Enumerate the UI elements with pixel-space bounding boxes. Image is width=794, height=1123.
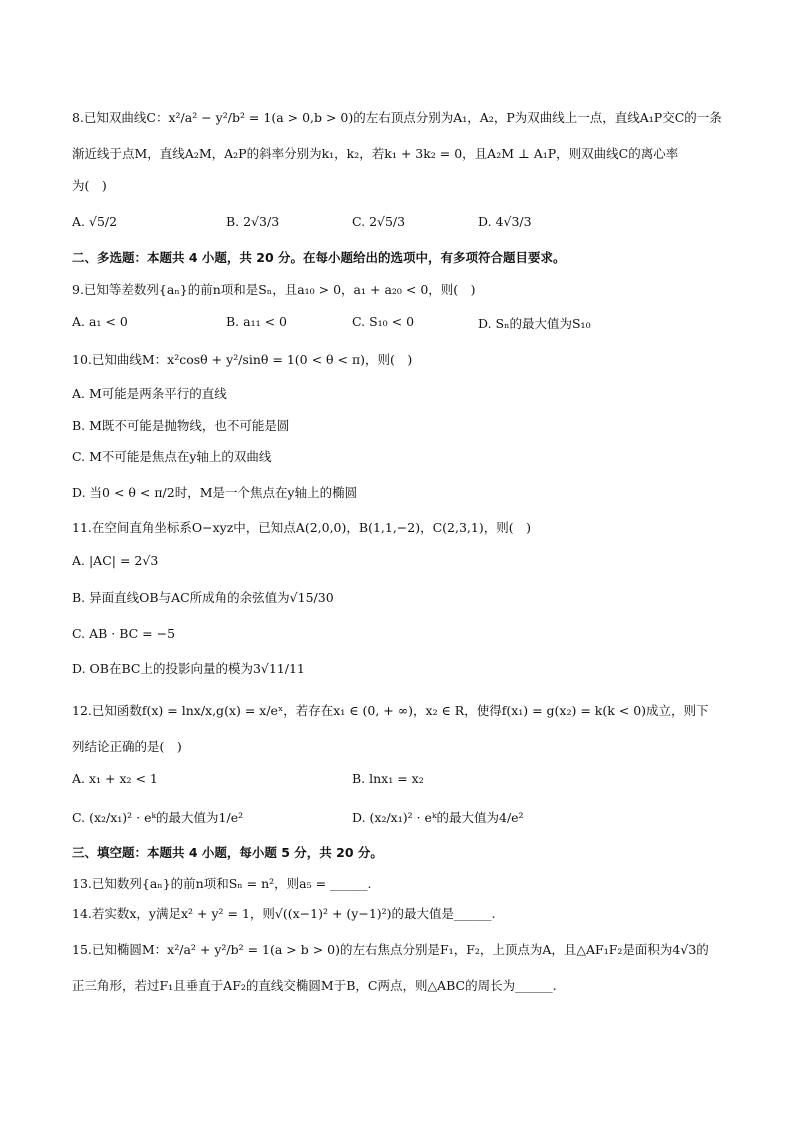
q11-stem: 11.在空间直角坐标系O−xyz中，已知点A(2,0,0)，B(1,1,−2)，C(2,3,1)，则( ) (72, 520, 531, 535)
q14-stem: 14.若实数x，y满足x² + y² = 1，则√((x−1)² + (y−1)²)的最大值是______. (72, 906, 496, 921)
q12-line1: 12.已知函数f(x) = lnx/x,g(x) = x/eˣ，若存在x₁ ∈ (0, + ∞)，x₂ ∈ R，使得f(x₁) = g(x₂) = k(k < 0)成立，则下 (72, 703, 709, 718)
q12-option-a: A. x₁ + x₂ < 1 (72, 771, 158, 786)
q10-stem: 10.已知曲线M：x²cosθ + y²/sinθ = 1(0 < θ < π)，则( ) (72, 352, 413, 367)
q15-line2: 正三角形，若过F₁且垂直于AF₂的直线交椭圆M于B，C两点，则△ABC的周长为______. (72, 978, 557, 993)
q10-option-a: A. M可能是两条平行的直线 (72, 386, 227, 401)
q8-option-a: A. √5/2 (72, 214, 118, 229)
q10-option-b: B. M既不可能是抛物线，也不可能是圆 (72, 418, 290, 433)
q11-option-a: A. |AC| = 2√3 (72, 553, 159, 568)
q8-option-d: D. 4√3/3 (478, 214, 532, 229)
q12-line2: 列结论正确的是( ) (72, 739, 182, 754)
q8-option-b: B. 2√3/3 (226, 214, 280, 229)
q8-line2: 渐近线于点M，直线A₂M，A₂P的斜率分别为k₁，k₂，若k₁ + 3k₂ = 0，且A₂M ⊥ A₁P，则双曲线C的离心率 (72, 146, 679, 161)
q12-option-b: B. lnx₁ = x₂ (352, 771, 424, 786)
q11-option-c: C. AB · BC = −5 (72, 626, 176, 641)
q8-stem-1: x²/a² − y²/b² = 1(a > 0,b > 0)的左右顶点分别为A₁，A₂，P为双曲线上一点，直线A₁P交C的一条 (168, 110, 722, 125)
section-2-heading: 二、多选题：本题共 4 小题，共 20 分。在每小题给出的选项中，有多项符合题目要求。 (72, 250, 566, 265)
q13-stem: 13.已知数列{aₙ}的前n项和Sₙ = n²，则a₅ = ______. (72, 876, 372, 891)
q15-line1: 15.已知椭圆M：x²/a² + y²/b² = 1(a > b > 0)的左右焦点分别是F₁，F₂，上顶点为A，且△AF₁F₂是面积为4√3的 (72, 942, 709, 957)
q9-stem: 9.已知等差数列{aₙ}的前n项和是Sₙ，且a₁₀ > 0，a₁ + a₂₀ < 0，则( ) (72, 282, 476, 297)
q8-line3: 为( ) (72, 178, 107, 193)
section-3-heading: 三、填空题：本题共 4 小题，每小题 5 分，共 20 分。 (72, 845, 383, 860)
q12-option-d: D. (x₂/x₁)² · eᵏ的最大值为4/e² (352, 810, 524, 825)
q8-line1 (72, 110, 722, 125)
q11-option-b: B. 异面直线OB与AC所成角的余弦值为√15/30 (72, 590, 334, 605)
q9-option-c: C. S₁₀ < 0 (352, 314, 415, 329)
q8-option-c: C. 2√5/3 (352, 214, 406, 229)
q9-option-d: D. Sₙ的最大值为S₁₀ (478, 316, 591, 331)
q10-option-c: C. M不可能是焦点在y轴上的双曲线 (72, 449, 272, 464)
q9-option-b: B. a₁₁ < 0 (226, 314, 287, 329)
q8-label: 8.已知双曲线C： (72, 110, 169, 125)
q10-option-d: D. 当0 < θ < π/2时，M是一个焦点在y轴上的椭圆 (72, 485, 358, 500)
q11-option-d: D. OB在BC上的投影向量的模为3√11/11 (72, 661, 305, 676)
q12-option-c: C. (x₂/x₁)² · eᵏ的最大值为1/e² (72, 810, 244, 825)
q9-option-a: A. a₁ < 0 (72, 314, 128, 329)
